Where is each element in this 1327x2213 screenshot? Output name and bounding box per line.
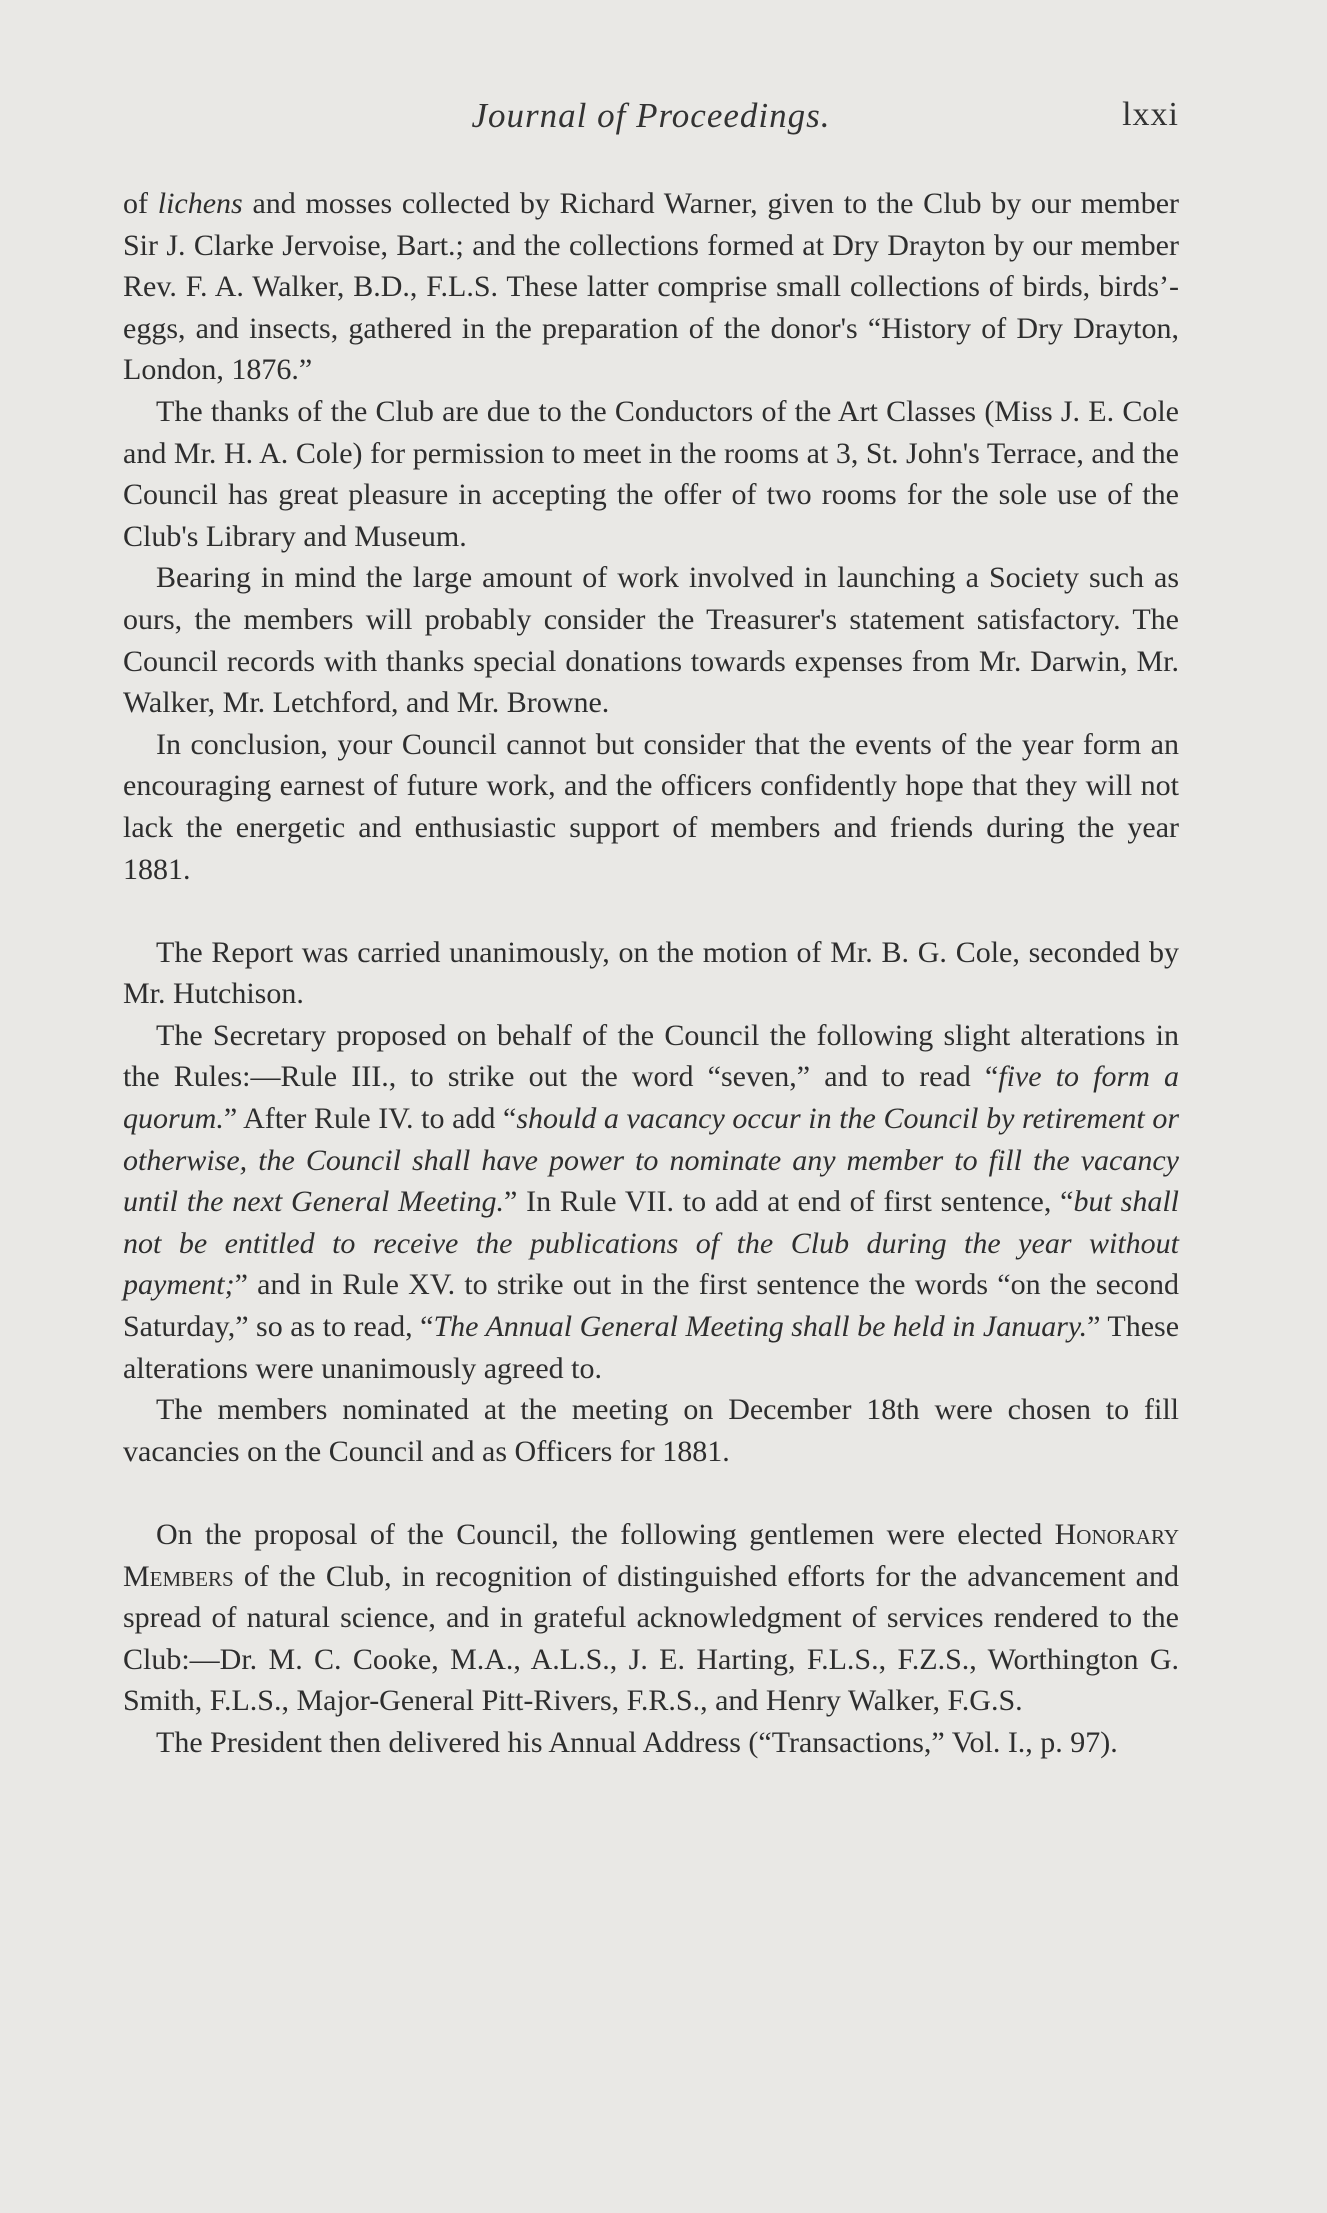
- section-gap: [123, 1472, 1179, 1514]
- text-span: and mosses collected by Richard Warner, given to the Club by our member Sir J. Clarke Jervoise, Bart.; and the collections formed at Dry Drayton by our member Rev. F. A. Walker, B.D., F.L.S. These latter comprise small collections of birds, birds’-eggs, and insects, gathered in the preparation of the donor's “History of Dry Drayton, London, 1876.”: [123, 187, 1180, 387]
- text-span: ” and in Rule XV. to strike out in the first sentence the words “on the second Saturday,” so as to read, “: [123, 1268, 1179, 1344]
- paragraph-collections: [123, 183, 1179, 391]
- italic-quote: should a vacancy occur in the Council by retirement or otherwise, the Council shall have power to nominate any member to fill the vacancy until the next General Meeting.: [123, 1102, 1179, 1219]
- paragraph-rule-alterations: [123, 1015, 1179, 1389]
- italic-quote: The Annual General Meeting shall be held in January.: [433, 1310, 1088, 1344]
- paragraph-conclusion: In conclusion, your Council cannot but consider that the events of the year form an encouraging earnest of future work, and the officers confidently hope that they will not lack the energetic and enthusiastic support of members and friends during the year 1881.: [123, 727, 1179, 886]
- paragraph-treasurer: Bearing in mind the large amount of work involved in launching a Society such as ours, the members will probably consider the Treasurer's statement satisfactory. The Council records with thanks special donations towards expenses from Mr. Darwin, Mr. Walker, Mr. Letchford, and Mr. Browne.: [123, 561, 1179, 720]
- body-text: [123, 183, 1179, 1764]
- text-span: On the proposal of the Council, the following gentlemen were elected: [156, 1518, 1055, 1551]
- paragraph-honorary-members: [123, 1514, 1179, 1722]
- small-caps-honorary-members: Honorary Members: [123, 1518, 1179, 1593]
- italic-quote: five to form a quorum.: [123, 1060, 1179, 1136]
- page-number: lxxi: [1122, 96, 1179, 133]
- running-title: Journal of Proceedings.: [471, 96, 831, 135]
- text-span: ” These alterations were unanimously agreed to.: [123, 1310, 1180, 1385]
- text-span: The Secretary proposed on behalf of the Council the following slight alterations in the Rules:—Rule III., to strike out the word “seven,” and to read “: [123, 1018, 1179, 1094]
- text-span: of: [123, 187, 158, 220]
- italic-quote: but shall not be entitled to receive the publications of the Club during the year without payment;: [123, 1185, 1179, 1302]
- page-header: [123, 96, 1179, 146]
- section-gap: [123, 890, 1179, 932]
- text-span: ” In Rule VII. to add at end of first sentence, “: [503, 1185, 1074, 1219]
- paragraph-annual-address: The President then delivered his Annual Address (“Transactions,” Vol. I., p. 97).: [156, 1725, 1118, 1759]
- text-span: of the Club, in recognition of distinguished efforts for the advancement and spread of natural science, and in grateful acknowledgment of services rendered to the Club:—Dr. M. C. Cooke, M.A., A.L.S., J. E. Harting, F.L.S., F.Z.S., Worthington G. Smith, F.L.S., Major-General Pitt-Rivers, F.R.S., and Henry Walker, F.G.S.: [123, 1559, 1179, 1718]
- italic-lichens: lichens: [157, 187, 243, 220]
- paragraph-report-carried: The Report was carried unanimously, on the motion of Mr. B. G. Cole, seconded by Mr. Hutchison.: [123, 935, 1179, 1011]
- text-span: ” After Rule IV. to add “: [223, 1102, 517, 1136]
- paragraph-nominations: The members nominated at the meeting on December 18th were chosen to fill vacancies on the Council and as Officers for 1881.: [123, 1393, 1179, 1468]
- paragraph-thanks: The thanks of the Club are due to the Conductors of the Art Classes (Miss J. E. Cole and Mr. H. A. Cole) for permission to meet in the rooms at 3, St. John's Terrace, and the Council has great pleasure in accepting the offer of two rooms for the sole use of the Club's Library and Museum.: [123, 394, 1179, 553]
